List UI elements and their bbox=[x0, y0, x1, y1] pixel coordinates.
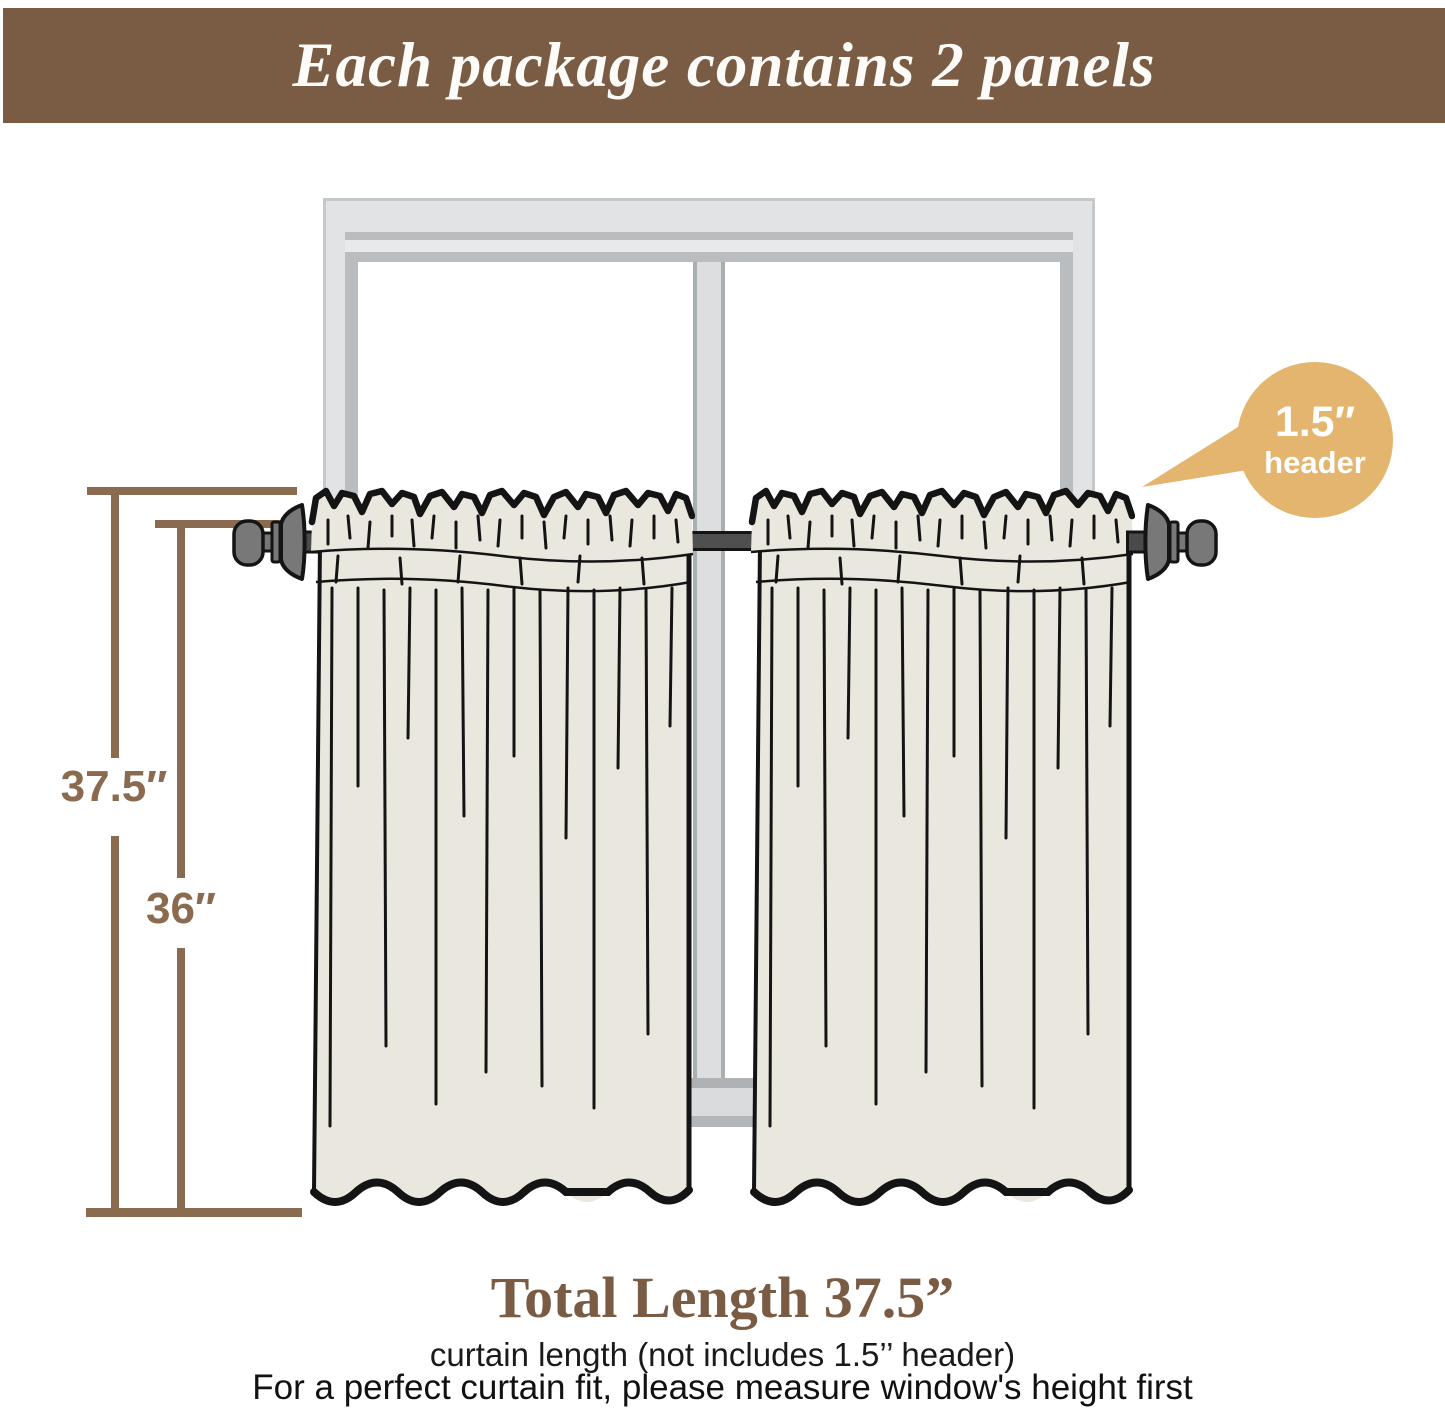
footer-subtitle: curtain length (not includes 1.5’’ header) bbox=[429, 1336, 1016, 1373]
total-length-label: 37.5″ bbox=[60, 762, 168, 811]
curtain-length-line-upper bbox=[177, 528, 185, 878]
curtain-panel-left bbox=[308, 486, 695, 1214]
dimension-bottom-bar bbox=[86, 1208, 302, 1217]
total-length-top-bar bbox=[87, 487, 297, 495]
rod-finial-right-icon bbox=[1126, 500, 1218, 586]
window-mullion bbox=[693, 262, 725, 1078]
callout-bubble bbox=[1237, 362, 1393, 518]
window-top-trim bbox=[345, 240, 1073, 252]
curtain-length-label: 36″ bbox=[145, 884, 217, 933]
callout-label-text: header bbox=[1264, 445, 1366, 480]
total-length-line-upper bbox=[111, 495, 119, 758]
banner-title: Each package contains 2 panels bbox=[292, 30, 1156, 100]
banner bbox=[3, 8, 1445, 123]
footer-title: Total Length 37.5” bbox=[490, 1265, 955, 1330]
footer-note: For a perfect curtain fit, please measure window's height first bbox=[252, 1368, 1193, 1407]
curtain-panel-right bbox=[748, 486, 1135, 1214]
curtain-length-line-lower bbox=[177, 948, 185, 1208]
callout-size-text: 1.5″ bbox=[1274, 398, 1356, 446]
